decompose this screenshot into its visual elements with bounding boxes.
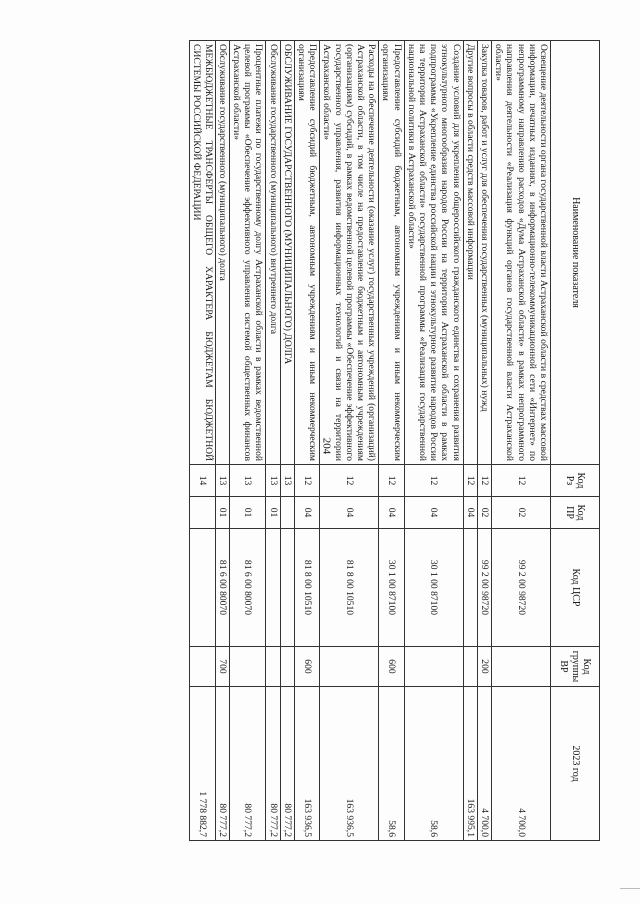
row-value: 58,6 (404, 687, 463, 841)
row-vr (266, 647, 280, 687)
row-value: 163 936,5 (294, 687, 319, 841)
budget-table (189, 40, 600, 841)
row-rz: 12 (294, 465, 319, 497)
row-pr: 01 (266, 497, 280, 529)
table-header-row (551, 41, 600, 841)
row-csr: 30 1 00 87100 (379, 529, 404, 647)
row-name: Освещение деятельности органа государственной власти Астраханской области в средствах массовой информации, печатных изданиях, в информационно-телекоммуникационной сети «Интернет» по непрограммному направлению расходов «Дума Астраханской области» в рамках непрограммного направления деятельности «Реализация функций органов государственной власти Астраханской области» (491, 41, 550, 465)
row-name: Создание условий для укрепления общероссийского гражданского единства и сохранения развития этнокультурного многообразия народов России на территории Астраханской области в рамках подпрограммы «Укрепление единства российской нации и этнокультурное развитие народов России на территории Астраханской области» государственной программы «Реализация государственной национальной политики в Астраханской области» (404, 41, 463, 465)
table-row (266, 41, 280, 841)
table-row (404, 41, 463, 841)
header-csr: Код ЦСР (551, 529, 600, 647)
header-pr: Код ПР (551, 497, 600, 529)
row-pr (280, 497, 294, 529)
row-rz: 13 (280, 465, 294, 497)
row-name: ОБСЛУЖИВАНИЕ ГОСУДАРСТВЕННОГО (МУНИЦИПАЛЬНОГО) ДОЛГА (280, 41, 294, 465)
row-name: Закупка товаров, работ и услуг для обеспечения государственных (муниципальных) нужд (477, 41, 491, 465)
row-csr (190, 529, 215, 647)
row-name: МЕЖБЮДЖЕТНЫЕ ТРАНСФЕРТЫ ОБЩЕГО ХАРАКТЕРА БЮДЖЕТАМ БЮДЖЕТНОЙ СИСТЕМЫ РОССИЙСКОЙ ФЕДЕРАЦИИ (190, 41, 215, 465)
row-csr: 99 2 00 98720 (477, 529, 491, 647)
row-rz: 13 (266, 465, 280, 497)
header-name: Наименование показателя (551, 41, 600, 465)
row-csr: 81 6 00 80070 (229, 529, 266, 647)
row-rz: 12 (491, 465, 550, 497)
row-rz: 13 (215, 465, 229, 497)
row-vr (280, 647, 294, 687)
row-rz: 12 (463, 465, 477, 497)
row-csr: 81 8 00 10510 (320, 529, 379, 647)
row-csr: 30 1 00 87100 (404, 529, 463, 647)
table-row (294, 41, 319, 841)
row-csr (463, 529, 477, 647)
table-row (190, 41, 215, 841)
row-vr (491, 647, 550, 687)
row-csr: 99 2 00 98720 (491, 529, 550, 647)
row-name: Предоставление субсидий бюджетным, автономным учреждениям и иным некоммерческим организациям (379, 41, 404, 465)
row-pr: 04 (294, 497, 319, 529)
table-row (215, 41, 229, 841)
row-value: 58,6 (379, 687, 404, 841)
row-rz: 12 (477, 465, 491, 497)
row-vr: 200 (477, 647, 491, 687)
row-value: 80 777,2 (215, 687, 229, 841)
row-pr: 02 (477, 497, 491, 529)
scan-edge-line (620, 888, 640, 889)
row-pr: 04 (463, 497, 477, 529)
row-vr (463, 647, 477, 687)
row-name: Обслуживание государственного (муниципального) долга (215, 41, 229, 465)
row-pr: 04 (320, 497, 379, 529)
row-name: Обслуживание государственного (муниципального) внутреннего долга (266, 41, 280, 465)
header-rz: Код Рз (551, 465, 600, 497)
row-rz: 14 (190, 465, 215, 497)
row-pr: 01 (229, 497, 266, 529)
row-name: Процентные платежи по государственному долгу Астраханской области в рамках ведомственной целевой программы «Обеспечение эффективного управления системой общественных финансов Астраханской области» (229, 41, 266, 465)
row-csr (280, 529, 294, 647)
table-row (491, 41, 550, 841)
row-name: Другие вопросы в области средств массовой информации (463, 41, 477, 465)
table-row (229, 41, 266, 841)
row-vr: 600 (294, 647, 319, 687)
table-row (463, 41, 477, 841)
row-vr: 600 (379, 647, 404, 687)
header-vr: Код группы ВР (551, 647, 600, 687)
row-value: 80 777,2 (229, 687, 266, 841)
row-value: 4 700,0 (477, 687, 491, 841)
row-vr (404, 647, 463, 687)
row-value: 4 700,0 (491, 687, 550, 841)
row-csr: 81 8 00 10510 (294, 529, 319, 647)
row-pr: 04 (379, 497, 404, 529)
row-vr (320, 647, 379, 687)
row-rz: 12 (379, 465, 404, 497)
table-row (280, 41, 294, 841)
table-row (320, 41, 379, 841)
row-vr (190, 647, 215, 687)
rotated-page-content (120, 40, 600, 840)
row-value: 80 777,2 (280, 687, 294, 841)
row-value: 163 936,5 (320, 687, 379, 841)
row-csr (266, 529, 280, 647)
row-pr (190, 497, 215, 529)
row-pr: 04 (404, 497, 463, 529)
row-value: 163 995,1 (463, 687, 477, 841)
table-row (379, 41, 404, 841)
row-rz: 12 (404, 465, 463, 497)
row-pr: 01 (215, 497, 229, 529)
page-number: 204 (320, 437, 333, 455)
row-value: 1 778 882,7 (190, 687, 215, 841)
row-value: 80 777,2 (266, 687, 280, 841)
row-vr (229, 647, 266, 687)
row-vr: 700 (215, 647, 229, 687)
header-year: 2023 год (551, 687, 600, 841)
row-rz: 13 (229, 465, 266, 497)
row-name: Предоставление субсидий бюджетным, автономным учреждениям и иным некоммерческим организациям (294, 41, 319, 465)
row-name: Расходы на обеспечение деятельности (оказание услуг) государственных учреждений (организаций) Астраханской области, в том числе на предоставление бюджетным и автономным учреждениям (организациям) субсидий, в рамках ведомственной целевой программы «Обеспечение эффективного государственного управления, развития информационных технологий и связи на территории Астраханской области» (320, 41, 379, 465)
row-rz: 12 (320, 465, 379, 497)
table-row (477, 41, 491, 841)
row-csr: 81 6 00 80070 (215, 529, 229, 647)
row-pr: 02 (491, 497, 550, 529)
